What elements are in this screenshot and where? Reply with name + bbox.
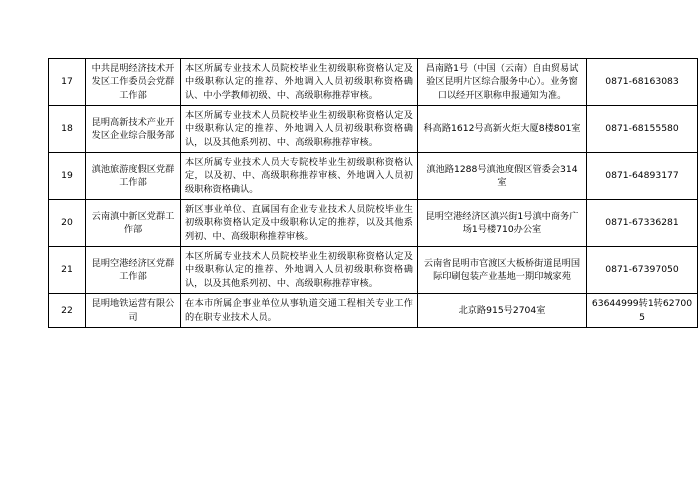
table-row: [49, 153, 698, 200]
row-organization: 云南滇中新区党群工作部: [86, 200, 181, 247]
row-organization: 昆明地铁运营有限公司: [86, 294, 181, 328]
table-row: [49, 106, 698, 153]
table-row: [49, 200, 698, 247]
row-address: 科高路1612号高新火炬大厦8楼801室: [418, 106, 587, 153]
row-scope: 在本市所属企事业单位从事轨道交通工程相关专业工作的在职专业技术人员。: [181, 294, 418, 328]
table-row: [49, 247, 698, 294]
row-scope: 新区事业单位、直属国有企业专业技术人员院校毕业生初级职称资格认定及中级职称认定的推荐，以及其他系列初、中、高级职称推荐审核。: [181, 200, 418, 247]
row-organization: 昆明空港经济区党群工作部: [86, 247, 181, 294]
row-phone: 63644999转1转627005: [587, 294, 698, 328]
row-index: 21: [49, 247, 86, 294]
organization-table: [48, 58, 698, 328]
row-organization: 昆明高新技术产业开发区企业综合服务部: [86, 106, 181, 153]
row-index: 19: [49, 153, 86, 200]
row-address: 北京路915号2704室: [418, 294, 587, 328]
row-address: 昆明空港经济区滇兴街1号滇中商务广场1号楼710办公室: [418, 200, 587, 247]
row-index: 20: [49, 200, 86, 247]
table-row: [49, 59, 698, 106]
row-phone: 0871-67397050: [587, 247, 698, 294]
row-phone: 0871-68163083: [587, 59, 698, 106]
row-scope: 本区所属专业技术人员大专院校毕业生初级职称资格认定，以及初、中、高级职称推荐审核、外地调入人员初级职称资格确认。: [181, 153, 418, 200]
row-scope: 本区所属专业技术人员院校毕业生初级职称资格认定及中级职称认定的推荐、外地调入人员初级职称资格确认，以及其他系列初、中、高级职称推荐审核。: [181, 106, 418, 153]
row-index: 18: [49, 106, 86, 153]
table-body: [49, 59, 698, 328]
row-index: 17: [49, 59, 86, 106]
row-scope: 本区所属专业技术人员院校毕业生初级职称资格认定及中级职称认定的推荐、外地调入人员初级职称资格确认，以及其他系列初、中、高级职称推荐审核。: [181, 247, 418, 294]
row-organization: 滇池旅游度假区党群工作部: [86, 153, 181, 200]
row-phone: 0871-67336281: [587, 200, 698, 247]
row-address: 云南省昆明市官渡区大板桥街道昆明国际印刷包装产业基地一期印城家苑: [418, 247, 587, 294]
row-phone: 0871-68155580: [587, 106, 698, 153]
row-organization: 中共昆明经济技术开发区工作委员会党群工作部: [86, 59, 181, 106]
row-scope: 本区所属专业技术人员院校毕业生初级职称资格认定及中级职称认定的推荐、外地调入人员初级职称资格确认、中小学教师初级、中、高级职称推荐审核。: [181, 59, 418, 106]
row-phone: 0871-64893177: [587, 153, 698, 200]
table-row: [49, 294, 698, 328]
row-address: 昌南路1号（中国（云南）自由贸易试验区昆明片区综合服务中心）。业务窗口以经开区职称申报通知为准。: [418, 59, 587, 106]
row-address: 滇池路1288号滇池度假区管委会314室: [418, 153, 587, 200]
row-index: 22: [49, 294, 86, 328]
